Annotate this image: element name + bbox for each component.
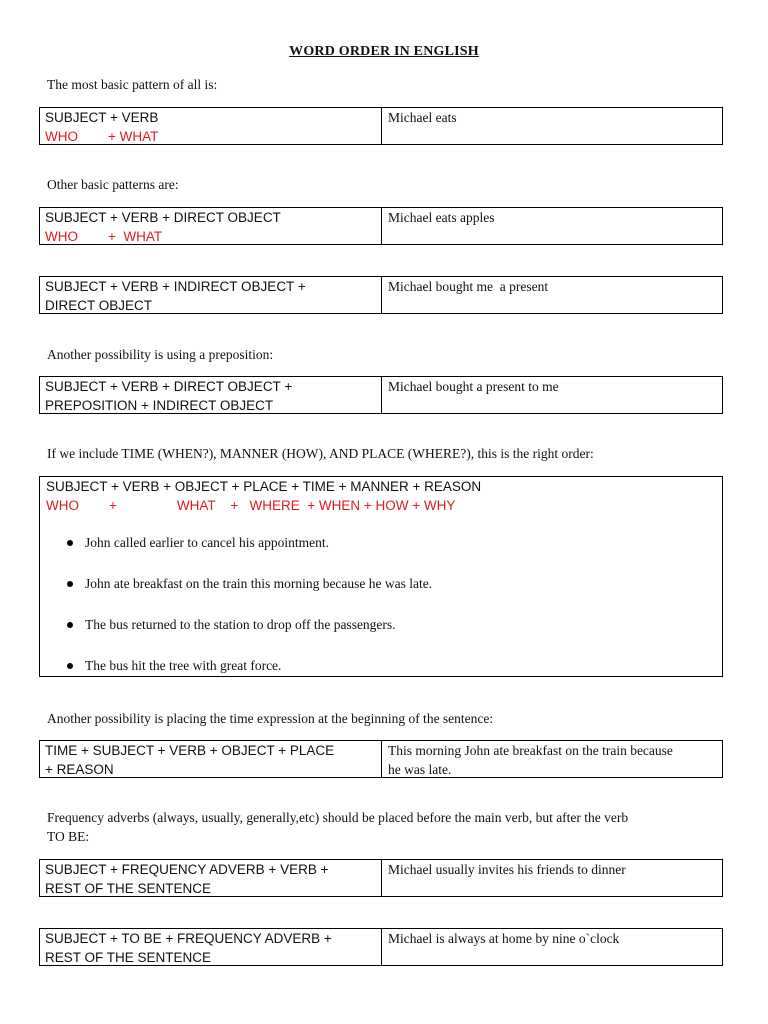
pattern-formula: SUBJECT + VERB + DIRECT OBJECT — [45, 210, 281, 225]
example-sentence: Michael is always at home by nine o`clock — [388, 931, 620, 946]
pattern-question-words: WHO + WHAT — [45, 129, 159, 144]
time-intro-text: Another possibility is placing the time expression at the beginning of the sentence: — [47, 711, 494, 726]
pattern-cell — [40, 377, 382, 413]
pattern-table-frequency-verb — [39, 859, 723, 897]
example-sentence: Michael eats — [388, 110, 457, 125]
example-cell — [382, 377, 722, 413]
pattern-cell — [40, 277, 382, 313]
pattern-formula-continued: + REASON — [45, 762, 114, 777]
pattern-formula: SUBJECT + VERB + INDIRECT OBJECT + — [45, 279, 306, 294]
pattern-formula: SUBJECT + VERB — [45, 110, 159, 125]
list-item-text: John called earlier to cancel his appointment. — [85, 535, 330, 550]
order-intro-text: If we include TIME (WHEN?), MANNER (HOW), AND PLACE (WHERE?), this is the right order: — [47, 446, 594, 461]
pattern-cell — [40, 208, 382, 244]
pattern-cell — [40, 741, 382, 777]
pattern-table-frequency-to-be — [39, 928, 723, 966]
example-cell — [382, 277, 722, 313]
frequency-intro-line: Frequency adverbs (always, usually, generally,etc) should be placed before the main verb, but after the verb — [47, 810, 629, 825]
example-cell — [382, 208, 722, 244]
example-sentence: Michael bought a present to me — [388, 379, 559, 394]
pattern-table-preposition — [39, 376, 723, 414]
pattern-formula-continued: REST OF THE SENTENCE — [45, 881, 212, 896]
other-patterns-text: Other basic patterns are: — [47, 177, 179, 192]
list-item-text: John ate breakfast on the train this morning because he was late. — [85, 576, 433, 591]
bullet-icon — [67, 622, 73, 628]
bullet-icon — [67, 540, 73, 546]
example-cell — [382, 108, 722, 144]
pattern-table-basic — [39, 107, 723, 145]
page-title: WORD ORDER IN ENGLISH — [289, 44, 479, 59]
example-cell — [382, 741, 722, 777]
list-item — [67, 576, 432, 592]
list-item — [67, 658, 281, 674]
example-cell — [382, 860, 722, 896]
list-item — [67, 617, 396, 633]
order-question-words: WHO + WHAT + WHERE + WHEN + HOW + WHY — [46, 498, 456, 513]
frequency-intro-text — [47, 808, 727, 846]
example-sentence: This morning John ate breakfast on the train because — [388, 743, 673, 758]
list-item — [67, 535, 329, 551]
frequency-intro-line: TO BE: — [47, 829, 90, 844]
word-order-box — [39, 476, 723, 677]
example-cell — [382, 929, 722, 965]
example-sentence-continued: he was late. — [388, 762, 452, 777]
example-sentence: Michael usually invites his friends to dinner — [388, 862, 626, 877]
pattern-table-time-first — [39, 740, 723, 778]
pattern-formula-continued: PREPOSITION + INDIRECT OBJECT — [45, 398, 274, 413]
pattern-cell — [40, 860, 382, 896]
pattern-cell — [40, 108, 382, 144]
list-item-text: The bus hit the tree with great force. — [85, 658, 282, 673]
preposition-text: Another possibility is using a preposition: — [47, 347, 274, 362]
pattern-formula: TIME + SUBJECT + VERB + OBJECT + PLACE — [45, 743, 335, 758]
example-sentence: Michael eats apples — [388, 210, 495, 225]
list-item-text: The bus returned to the station to drop off the passengers. — [85, 617, 396, 632]
pattern-table-direct-object — [39, 207, 723, 245]
bullet-icon — [67, 663, 73, 669]
pattern-question-words: WHO + WHAT — [45, 229, 163, 244]
pattern-cell — [40, 929, 382, 965]
pattern-formula-continued: DIRECT OBJECT — [45, 298, 153, 313]
pattern-formula: SUBJECT + FREQUENCY ADVERB + VERB + — [45, 862, 329, 877]
pattern-formula-continued: REST OF THE SENTENCE — [45, 950, 212, 965]
order-formula: SUBJECT + VERB + OBJECT + PLACE + TIME + MANNER + REASON — [46, 479, 482, 494]
pattern-table-indirect-object — [39, 276, 723, 314]
pattern-formula: SUBJECT + VERB + DIRECT OBJECT + — [45, 379, 293, 394]
example-sentence: Michael bought me a present — [388, 279, 549, 294]
intro-text: The most basic pattern of all is: — [47, 77, 218, 92]
pattern-formula: SUBJECT + TO BE + FREQUENCY ADVERB + — [45, 931, 332, 946]
bullet-icon — [67, 581, 73, 587]
